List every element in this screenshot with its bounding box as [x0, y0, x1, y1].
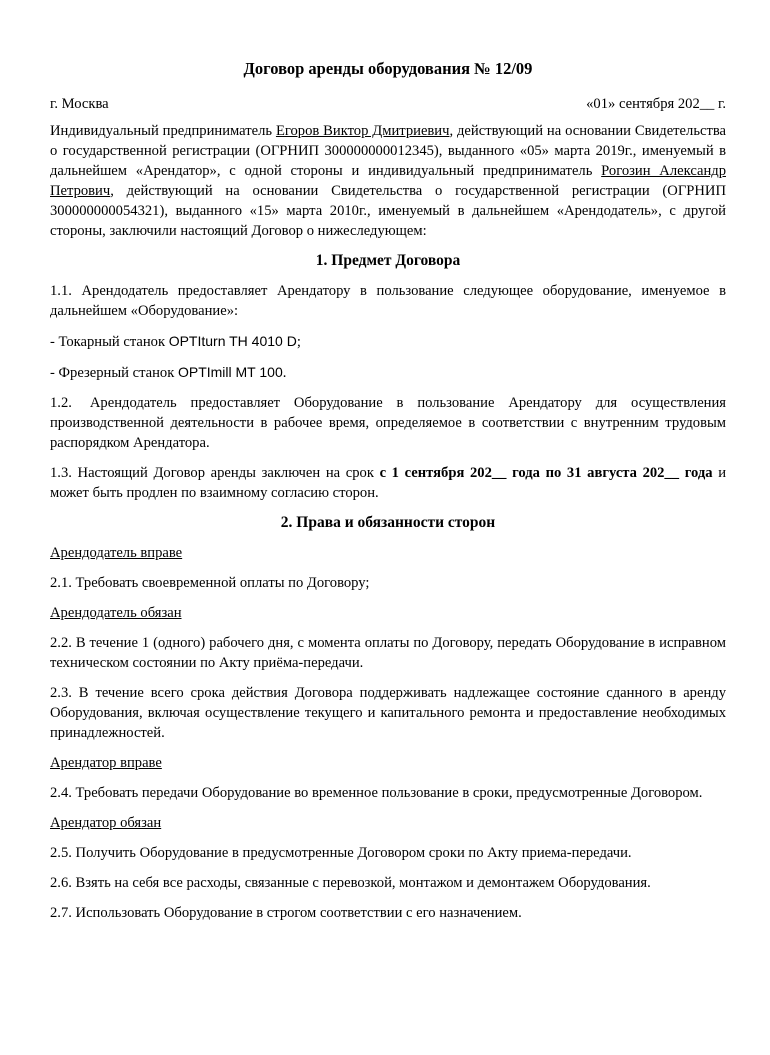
city: г. Москва	[50, 96, 109, 112]
clause-2-3: 2.3. В течение всего срока действия Договора поддерживать надлежащее состояние сданного в аренду Оборудования, включая осуществление текущего и капитального ремонта и предоставление необходимых принадлежностей.	[50, 685, 726, 741]
clause-2-5: 2.5. Получить Оборудование в предусмотренные Договором сроки по Акту приема-передачи.	[50, 845, 632, 861]
section-2-heading: 2. Права и обязанности сторон	[280, 514, 496, 531]
clause-2-1: 2.1. Требовать своевременной оплаты по Договору;	[50, 575, 370, 591]
equipment-item-2-model: OPTImill MT 100	[177, 364, 283, 380]
clause-1-1: 1.1. Арендодатель предоставляет Арендатору в пользование следующее оборудование, именуемое в дальнейшем «Оборудование»:	[50, 283, 726, 319]
clause-1-3-text-1: 1.3. Настоящий Договор аренды заключен на срок	[50, 465, 380, 481]
place-date-row	[50, 94, 726, 114]
document-title: Договор аренды оборудования № 12/09	[243, 59, 533, 78]
clause-2-4: 2.4. Требовать передачи Оборудование во временное пользование в сроки, предусмотренные Договором.	[50, 785, 703, 801]
clause-1-3	[50, 463, 726, 503]
intro-paragraph	[50, 121, 726, 241]
equipment-item-2-end: .	[282, 365, 287, 381]
intro-text-1: Индивидуальный предприниматель	[50, 123, 276, 139]
contract-date: «01» сентября 202__ г.	[586, 96, 726, 112]
section-1-heading: 1. Предмет Договора	[315, 252, 461, 269]
clause-2-6: 2.6. Взять на себя все расходы, связанные с перевозкой, монтажом и демонтажем Оборудования.	[50, 875, 651, 891]
landlord-name: Рогозин Александр Петрович	[50, 163, 726, 199]
clause-2-7: 2.7. Использовать Оборудование в строгом соответствии с его назначением.	[50, 905, 522, 921]
equipment-item-1	[50, 331, 726, 352]
equipment-item-1-end: ;	[296, 334, 301, 350]
clause-1-2-number: 1.2.	[50, 395, 72, 411]
intro-text-3: , действующий на основании Свидетельства о государственной регистрации (ОГРНИП 300000000054321), выданного «15» марта 2010г., именуемый в дальнейшем «Арендодатель», с другой стороны, заключили настоящий Договор о нижеследующем:	[50, 183, 726, 239]
equipment-item-2-label: - Фрезерный станок	[50, 365, 178, 381]
equipment-item-1-model: OPTIturn TH 4010 D	[168, 333, 297, 349]
clause-1-2-text: Арендодатель предоставляет Оборудование в пользование Арендатору для осуществления производственной деятельности в рабочее время, определяемое в соответствии с внутренним трудовым распорядком Арендатора.	[50, 395, 726, 451]
tenant-name: Егоров Виктор Дмитриевич	[275, 123, 450, 139]
subheading-landlord-obligations: Арендодатель обязан	[50, 605, 182, 621]
clause-1-3-text-2: и может быть продлен по взаимному согласию сторон.	[50, 465, 727, 501]
equipment-item-1-label: - Токарный станок	[50, 334, 169, 350]
clause-1-2	[50, 393, 726, 453]
clause-1-3-term: с 1 сентября 202__ года по 31 августа 202__ года	[379, 465, 713, 481]
subheading-landlord-rights: Арендодатель вправе	[50, 545, 183, 561]
clause-2-2: 2.2. В течение 1 (одного) рабочего дня, с момента оплаты по Договору, передать Оборудование в исправном техническом состоянии по Акту приёма-передачи.	[50, 635, 726, 671]
intro-text-2: , действующий на основании Свидетельства о государственной регистрации (ОГРНИП 300000000012345), выданного «05» марта 2019г., именуемый в дальнейшем «Арендатор», с одной стороны и индивидуальный предприниматель	[50, 123, 727, 179]
subheading-tenant-obligations: Арендатор обязан	[50, 815, 162, 831]
subheading-tenant-rights: Арендатор вправе	[50, 755, 162, 771]
equipment-item-2	[50, 362, 726, 383]
